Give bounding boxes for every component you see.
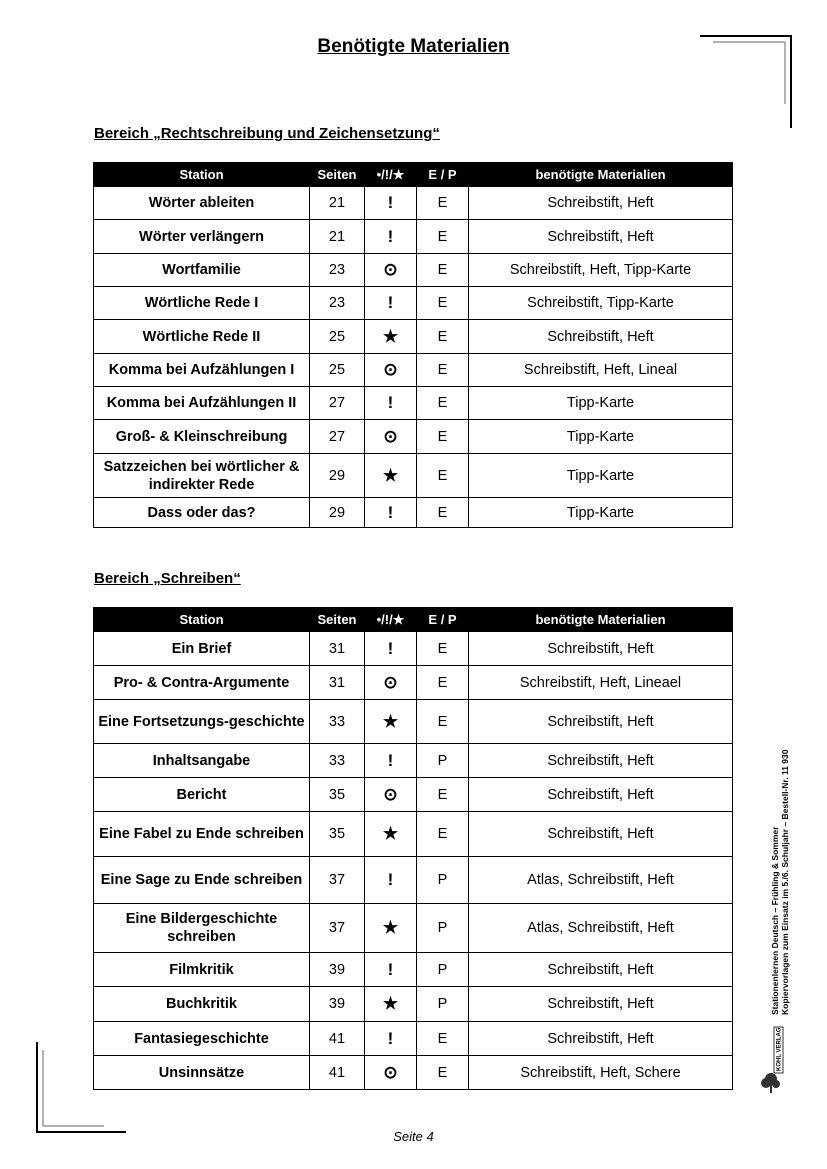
symbol-cell: ! bbox=[365, 632, 417, 666]
table-row bbox=[94, 904, 733, 953]
station-cell: Eine Fabel zu Ende schreiben bbox=[94, 812, 310, 857]
ep-cell: P bbox=[417, 904, 469, 953]
seiten-cell: 31 bbox=[310, 666, 365, 700]
symbol-cell: ! bbox=[365, 953, 417, 987]
ep-cell: E bbox=[417, 778, 469, 812]
seiten-cell: 29 bbox=[310, 454, 365, 498]
station-cell: Wortfamilie bbox=[94, 254, 310, 287]
symbol-cell: ! bbox=[365, 187, 417, 220]
table-row bbox=[94, 1056, 733, 1090]
ep-cell: E bbox=[417, 220, 469, 254]
symbol-cell: ⊙ bbox=[365, 778, 417, 812]
table-row bbox=[94, 778, 733, 812]
table-row bbox=[94, 387, 733, 420]
seiten-cell: 23 bbox=[310, 287, 365, 320]
seiten-cell: 35 bbox=[310, 778, 365, 812]
materials-cell: Schreibstift, Heft, Lineal bbox=[469, 354, 733, 387]
seiten-cell: 37 bbox=[310, 904, 365, 953]
materials-cell: Schreibstift, Heft, Schere bbox=[469, 1056, 733, 1090]
materials-cell: Schreibstift, Heft bbox=[469, 987, 733, 1022]
sidebar-line-2: Kopiervorlagen zum Einsatz im 5./6. Schuljahr – Bestell-Nr. 11 930 bbox=[780, 749, 790, 1015]
page-number: Seite 4 bbox=[393, 1129, 434, 1144]
materials-cell: Schreibstift, Heft bbox=[469, 778, 733, 812]
station-cell: Groß- & Kleinschreibung bbox=[94, 420, 310, 454]
ep-cell: E bbox=[417, 254, 469, 287]
station-cell: Eine Bildergeschichte schreiben bbox=[94, 904, 310, 953]
seiten-cell: 27 bbox=[310, 387, 365, 420]
seiten-cell: 29 bbox=[310, 498, 365, 528]
header-seiten: Seiten bbox=[310, 163, 365, 187]
symbol-cell: ! bbox=[365, 498, 417, 528]
materials-cell: Schreibstift, Heft bbox=[469, 220, 733, 254]
symbol-cell: ★ bbox=[365, 700, 417, 744]
materials-cell: Schreibstift, Heft bbox=[469, 953, 733, 987]
symbol-cell: ★ bbox=[365, 812, 417, 857]
table-row bbox=[94, 1022, 733, 1056]
symbol-cell: ! bbox=[365, 287, 417, 320]
table-row bbox=[94, 454, 733, 498]
seiten-cell: 41 bbox=[310, 1056, 365, 1090]
station-cell: Wörtliche Rede II bbox=[94, 320, 310, 354]
header-materials: benötigte Materialien bbox=[469, 163, 733, 187]
seiten-cell: 35 bbox=[310, 812, 365, 857]
station-cell: Bericht bbox=[94, 778, 310, 812]
station-cell: Filmkritik bbox=[94, 953, 310, 987]
ep-cell: E bbox=[417, 320, 469, 354]
station-cell: Dass oder das? bbox=[94, 498, 310, 528]
station-cell: Ein Brief bbox=[94, 632, 310, 666]
materials-cell: Schreibstift, Heft bbox=[469, 632, 733, 666]
table-row bbox=[94, 287, 733, 320]
materials-cell: Schreibstift, Heft, Tipp-Karte bbox=[469, 254, 733, 287]
materials-cell: Tipp-Karte bbox=[469, 498, 733, 528]
symbol-cell: ⊙ bbox=[365, 254, 417, 287]
ep-cell: E bbox=[417, 354, 469, 387]
materials-cell: Tipp-Karte bbox=[469, 420, 733, 454]
header-symbols: •/!/★ bbox=[365, 163, 417, 187]
seiten-cell: 41 bbox=[310, 1022, 365, 1056]
materials-cell: Tipp-Karte bbox=[469, 454, 733, 498]
station-cell: Wörter ableiten bbox=[94, 187, 310, 220]
symbol-cell: ! bbox=[365, 1022, 417, 1056]
table-row bbox=[94, 812, 733, 857]
ep-cell: E bbox=[417, 812, 469, 857]
station-cell: Wörtliche Rede I bbox=[94, 287, 310, 320]
table-header-row bbox=[94, 163, 733, 187]
materials-cell: Schreibstift, Heft bbox=[469, 700, 733, 744]
materials-cell: Schreibstift, Heft bbox=[469, 320, 733, 354]
seiten-cell: 21 bbox=[310, 187, 365, 220]
seiten-cell: 27 bbox=[310, 420, 365, 454]
table-row bbox=[94, 953, 733, 987]
ep-cell: E bbox=[417, 420, 469, 454]
symbol-cell: ★ bbox=[365, 904, 417, 953]
header-symbols: •/!/★ bbox=[365, 608, 417, 632]
header-ep: E / P bbox=[417, 163, 469, 187]
materials-cell: Schreibstift, Heft bbox=[469, 187, 733, 220]
ep-cell: E bbox=[417, 287, 469, 320]
station-cell: Satzzeichen bei wörtlicher & indirekter Rede bbox=[94, 454, 310, 498]
ep-cell: P bbox=[417, 857, 469, 904]
station-cell: Eine Fortsetzungs-geschichte bbox=[94, 700, 310, 744]
page-title: Benötigte Materialien bbox=[317, 36, 510, 57]
materials-table-schreiben bbox=[93, 607, 733, 1090]
ep-cell: P bbox=[417, 987, 469, 1022]
seiten-cell: 33 bbox=[310, 744, 365, 778]
table-row bbox=[94, 220, 733, 254]
seiten-cell: 37 bbox=[310, 857, 365, 904]
table-header-row bbox=[94, 608, 733, 632]
materials-cell: Schreibstift, Tipp-Karte bbox=[469, 287, 733, 320]
publisher-sidebar bbox=[770, 749, 790, 1015]
station-cell: Unsinnsätze bbox=[94, 1056, 310, 1090]
materials-cell: Schreibstift, Heft bbox=[469, 812, 733, 857]
symbol-cell: ⊙ bbox=[365, 666, 417, 700]
symbol-cell: ★ bbox=[365, 320, 417, 354]
table-row bbox=[94, 187, 733, 220]
station-cell: Fantasiegeschichte bbox=[94, 1022, 310, 1056]
station-cell: Wörter verlängern bbox=[94, 220, 310, 254]
ep-cell: E bbox=[417, 187, 469, 220]
section-title-schreiben: Bereich „Schreiben“ bbox=[94, 570, 241, 587]
header-seiten: Seiten bbox=[310, 608, 365, 632]
seiten-cell: 21 bbox=[310, 220, 365, 254]
seiten-cell: 33 bbox=[310, 700, 365, 744]
seiten-cell: 31 bbox=[310, 632, 365, 666]
ep-cell: E bbox=[417, 454, 469, 498]
ep-cell: E bbox=[417, 387, 469, 420]
seiten-cell: 25 bbox=[310, 320, 365, 354]
station-cell: Komma bei Aufzählungen II bbox=[94, 387, 310, 420]
station-cell: Eine Sage zu Ende schreiben bbox=[94, 857, 310, 904]
top-right-corner-decoration bbox=[698, 34, 794, 130]
table-row bbox=[94, 354, 733, 387]
ep-cell: E bbox=[417, 1056, 469, 1090]
table-row bbox=[94, 498, 733, 528]
section-title-rechtschreibung: Bereich „Rechtschreibung und Zeichensetzung“ bbox=[94, 125, 440, 142]
symbol-cell: ★ bbox=[365, 987, 417, 1022]
station-cell: Pro- & Contra-Argumente bbox=[94, 666, 310, 700]
table-row bbox=[94, 700, 733, 744]
table-row bbox=[94, 632, 733, 666]
table-row bbox=[94, 744, 733, 778]
materials-cell: Schreibstift, Heft bbox=[469, 744, 733, 778]
seiten-cell: 39 bbox=[310, 953, 365, 987]
materials-cell: Tipp-Karte bbox=[469, 387, 733, 420]
seiten-cell: 23 bbox=[310, 254, 365, 287]
symbol-cell: ⊙ bbox=[365, 1056, 417, 1090]
table-row bbox=[94, 666, 733, 700]
symbol-cell: ⊙ bbox=[365, 354, 417, 387]
ep-cell: E bbox=[417, 498, 469, 528]
materials-table-rechtschreibung bbox=[93, 162, 733, 528]
symbol-cell: ! bbox=[365, 857, 417, 904]
materials-cell: Atlas, Schreibstift, Heft bbox=[469, 857, 733, 904]
table-row bbox=[94, 254, 733, 287]
materials-cell: Schreibstift, Heft, Lineael bbox=[469, 666, 733, 700]
header-station: Station bbox=[94, 608, 310, 632]
station-cell: Komma bei Aufzählungen I bbox=[94, 354, 310, 387]
seiten-cell: 25 bbox=[310, 354, 365, 387]
symbol-cell: ! bbox=[365, 220, 417, 254]
header-materials: benötigte Materialien bbox=[469, 608, 733, 632]
materials-cell: Schreibstift, Heft bbox=[469, 1022, 733, 1056]
ep-cell: P bbox=[417, 744, 469, 778]
symbol-cell: ! bbox=[365, 744, 417, 778]
ep-cell: E bbox=[417, 666, 469, 700]
table-row bbox=[94, 420, 733, 454]
seiten-cell: 39 bbox=[310, 987, 365, 1022]
ep-cell: E bbox=[417, 700, 469, 744]
sidebar-line-1: Stationenlernen Deutsch – Frühling & Sommer bbox=[770, 826, 780, 1015]
station-cell: Buchkritik bbox=[94, 987, 310, 1022]
table-row bbox=[94, 857, 733, 904]
station-cell: Inhaltsangabe bbox=[94, 744, 310, 778]
materials-cell: Atlas, Schreibstift, Heft bbox=[469, 904, 733, 953]
table-row bbox=[94, 987, 733, 1022]
publisher-logo-icon bbox=[760, 1025, 786, 1095]
svg-text:KOHL VERLAG: KOHL VERLAG bbox=[776, 1027, 783, 1071]
ep-cell: E bbox=[417, 1022, 469, 1056]
ep-cell: P bbox=[417, 953, 469, 987]
header-ep: E / P bbox=[417, 608, 469, 632]
header-station: Station bbox=[94, 163, 310, 187]
table-row bbox=[94, 320, 733, 354]
ep-cell: E bbox=[417, 632, 469, 666]
symbol-cell: ! bbox=[365, 387, 417, 420]
symbol-cell: ⊙ bbox=[365, 420, 417, 454]
symbol-cell: ★ bbox=[365, 454, 417, 498]
